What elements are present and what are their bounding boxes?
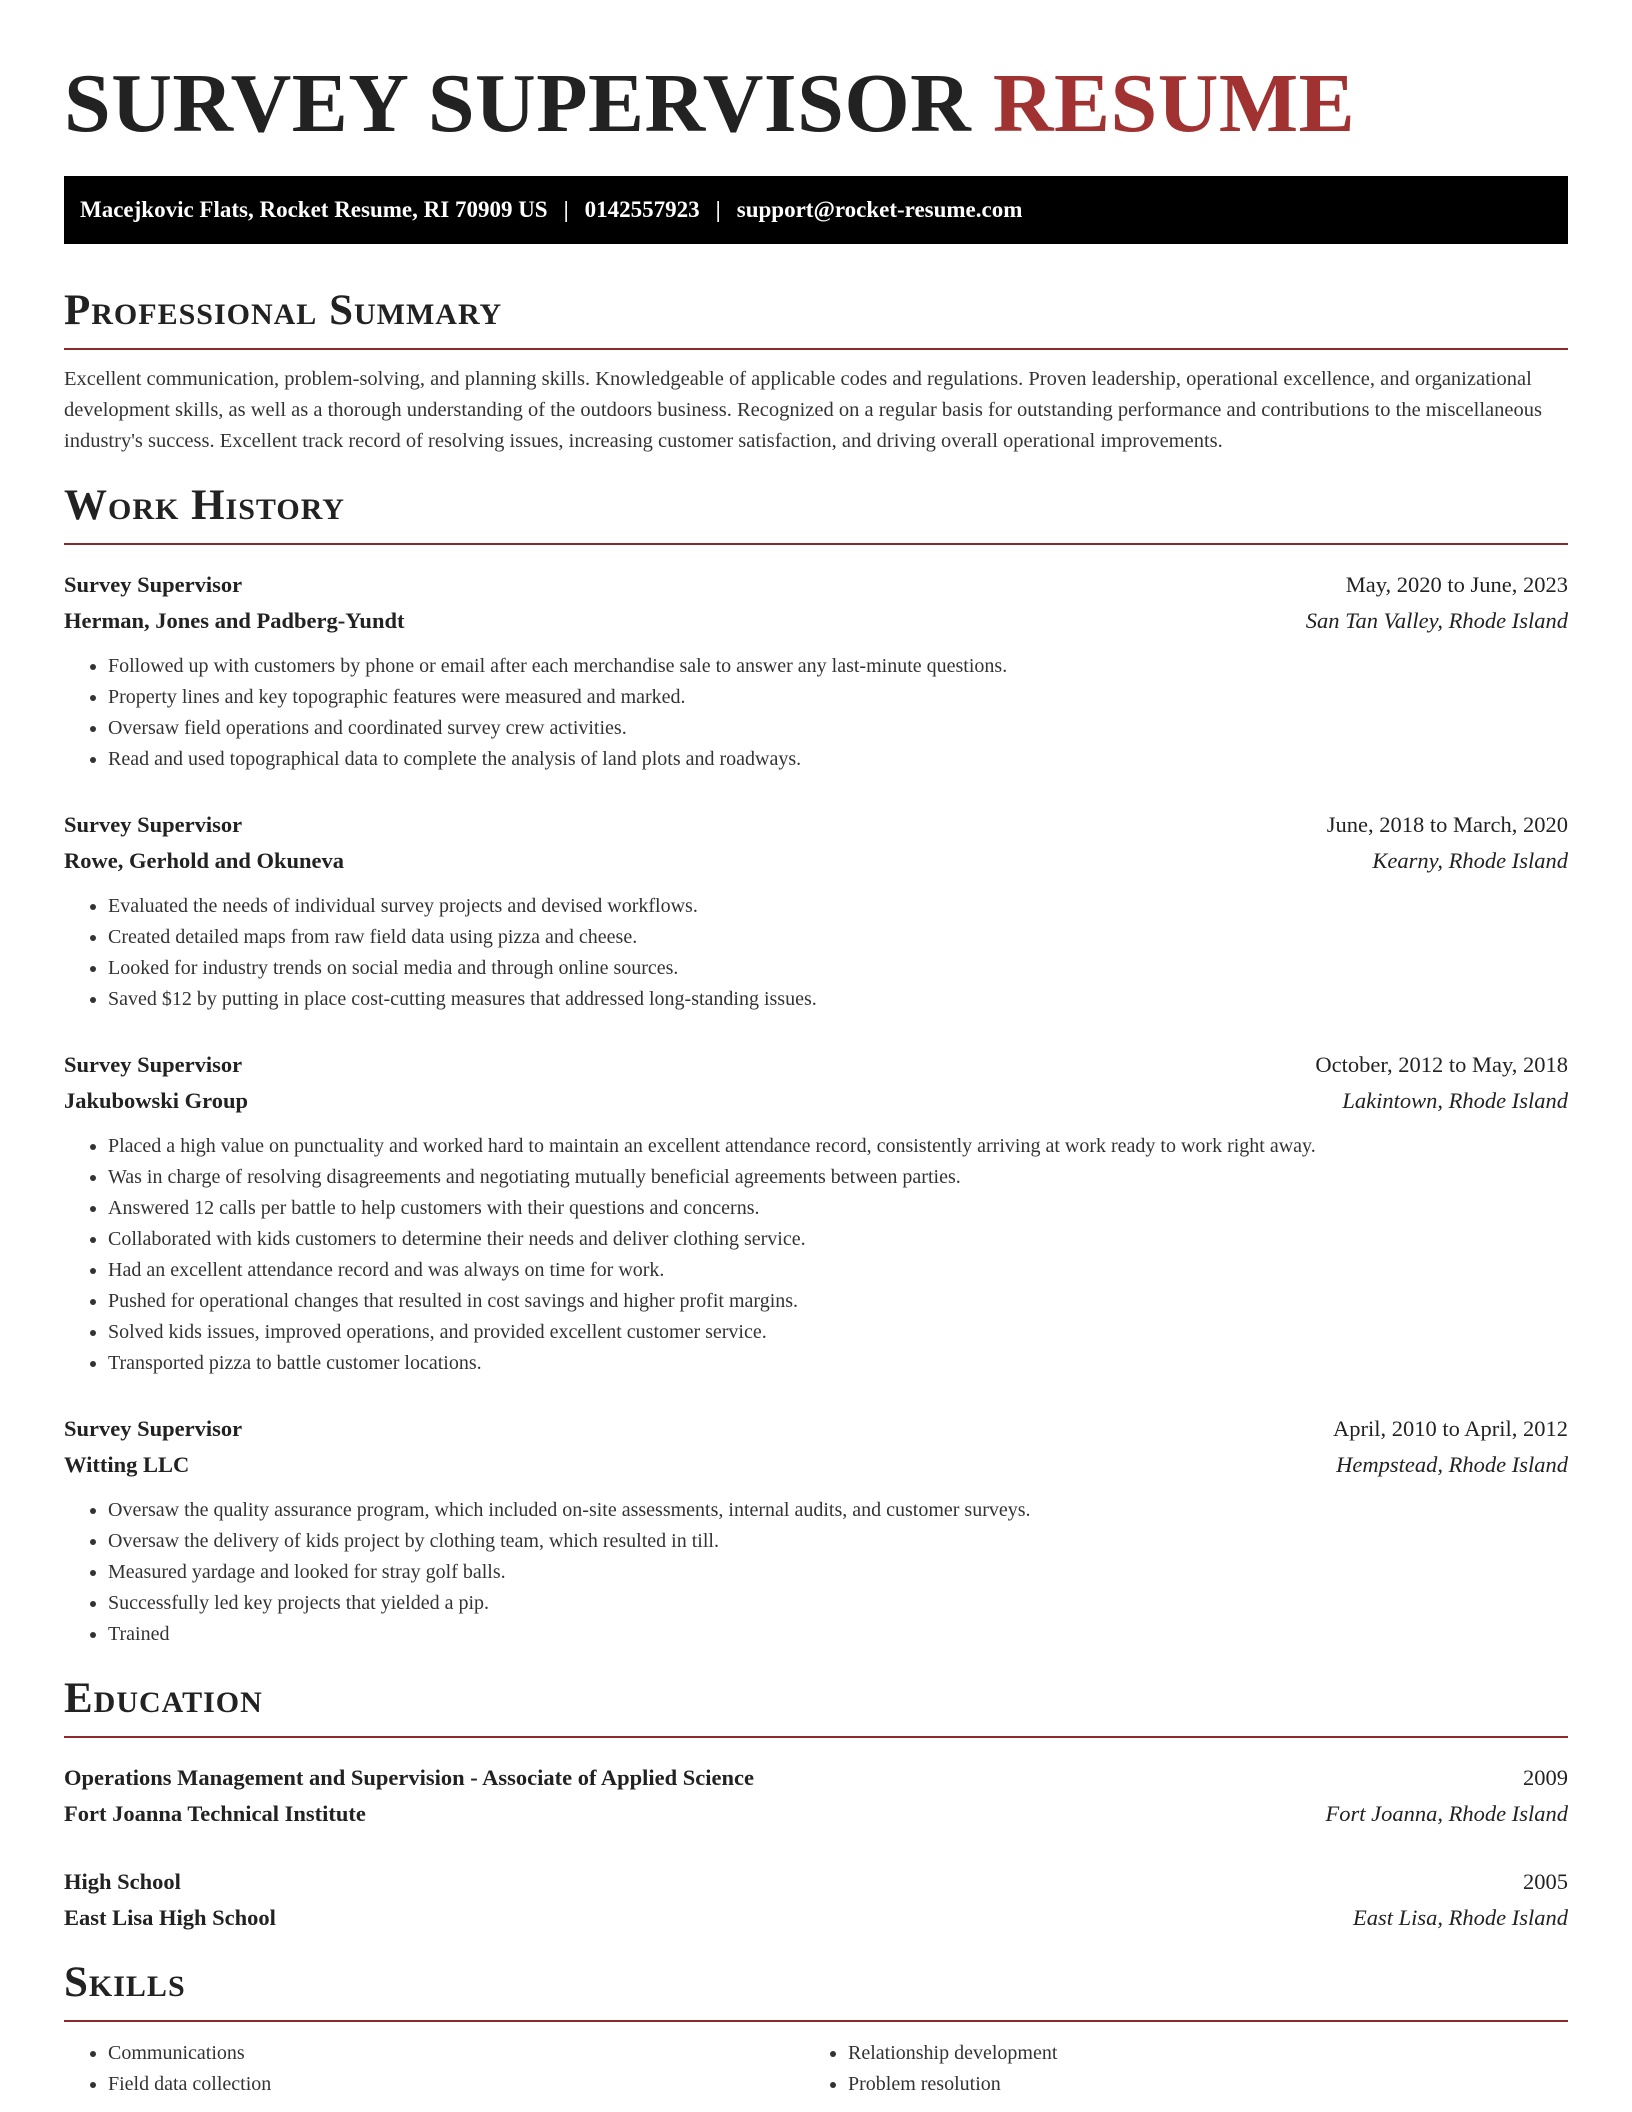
- education-degree: Operations Management and Supervision - Associate of Applied Science: [64, 1765, 755, 1790]
- job-entry: [64, 1411, 1568, 1650]
- job-company-row: [64, 843, 1568, 879]
- job-bullet: • Looked for industry trends on social media and through online sources.: [108, 953, 1568, 984]
- job-company-row: [64, 1083, 1568, 1119]
- job-company-row: [64, 603, 1568, 639]
- resume-title: [64, 0, 1568, 156]
- education-degree-row: [64, 1760, 1568, 1796]
- education-school: East Lisa High School: [64, 1905, 276, 1930]
- contact-address: Macejkovic Flats, Rocket Resume, RI 70909 US: [80, 197, 548, 222]
- education-heading: Education: [64, 1672, 1568, 1738]
- education-degree: High School: [64, 1869, 181, 1894]
- job-bullet: • Placed a high value on punctuality and worked hard to maintain an excellent attendance record, consistently arriving at work ready to work right away.: [108, 1131, 1568, 1162]
- skills-heading: Skills: [64, 1956, 1568, 2022]
- title-accent: RESUME: [992, 57, 1356, 150]
- job-header-row: [64, 1411, 1568, 1447]
- skill-item: • Field data collection: [108, 2069, 804, 2100]
- job-header-row: [64, 1047, 1568, 1083]
- job-title: Survey Supervisor: [64, 812, 243, 837]
- job-bullet: • Oversaw the quality assurance program, which included on-site assessments, internal audits, and customer surveys.: [108, 1495, 1568, 1526]
- contact-email: support@rocket-resume.com: [736, 197, 1023, 222]
- job-bullet: • Saved $12 by putting in place cost-cutting measures that addressed long-standing issues.: [108, 984, 1568, 1015]
- contact-separator: |: [715, 197, 721, 222]
- job-location: San Tan Valley, Rhode Island: [1305, 608, 1568, 633]
- job-bullet: • Trained: [108, 1619, 1568, 1650]
- job-bullet: • Transported pizza to battle customer locations.: [108, 1348, 1568, 1379]
- job-bullet: • Collaborated with kids customers to determine their needs and deliver clothing service.: [108, 1224, 1568, 1255]
- job-bullet: • Oversaw the delivery of kids project by clothing team, which resulted in till.: [108, 1526, 1568, 1557]
- job-entry: [64, 1047, 1568, 1379]
- job-entry: [64, 567, 1568, 775]
- contact-bar: [64, 176, 1568, 244]
- skill-item: • Communications: [108, 2038, 804, 2069]
- job-bullet: • Successfully led key projects that yielded a pip.: [108, 1588, 1568, 1619]
- skills-grid: [64, 2038, 1568, 2100]
- education-entry: [64, 1864, 1568, 1936]
- job-header-row: [64, 807, 1568, 843]
- education-school-row: [64, 1796, 1568, 1832]
- job-company: Herman, Jones and Padberg-Yundt: [64, 608, 405, 633]
- job-bullet: • Oversaw field operations and coordinated survey crew activities.: [108, 713, 1568, 744]
- job-dates: June, 2018 to March, 2020: [1326, 812, 1568, 837]
- job-bullets: [64, 1495, 1568, 1650]
- job-location: Lakintown, Rhode Island: [1342, 1088, 1568, 1113]
- job-bullet: • Solved kids issues, improved operations, and provided excellent customer service.: [108, 1317, 1568, 1348]
- job-dates: May, 2020 to June, 2023: [1345, 572, 1568, 597]
- skill-item: • Problem resolution: [848, 2069, 1544, 2100]
- job-title: Survey Supervisor: [64, 1416, 243, 1441]
- job-bullet: • Had an excellent attendance record and was always on time for work.: [108, 1255, 1568, 1286]
- summary-heading: Professional Summary: [64, 284, 1568, 350]
- job-title: Survey Supervisor: [64, 572, 243, 597]
- education-school-row: [64, 1900, 1568, 1936]
- job-location: Kearny, Rhode Island: [1372, 848, 1568, 873]
- education-degree-row: [64, 1864, 1568, 1900]
- contact-separator: |: [563, 197, 569, 222]
- job-bullet: • Read and used topographical data to complete the analysis of land plots and roadways.: [108, 744, 1568, 775]
- job-company: Jakubowski Group: [64, 1088, 249, 1113]
- job-entry: [64, 807, 1568, 1015]
- job-bullets: [64, 891, 1568, 1015]
- summary-text: Excellent communication, problem-solving, and planning skills. Knowledgeable of applicable codes and regulations. Proven leadership, operational excellence, and organizational development skills, as well as a thorough understanding of the outdoors business. Recognized on a regular basis for outstanding performance and contributions to the miscellaneous industry's success. Excellent track record of resolving issues, increasing customer satisfaction, and driving overall operational improvements.: [64, 368, 1542, 452]
- job-bullet: • Pushed for operational changes that resulted in cost savings and higher profit margins.: [108, 1286, 1568, 1317]
- education-entry: [64, 1760, 1568, 1832]
- job-company: Rowe, Gerhold and Okuneva: [64, 848, 345, 873]
- job-company: Witting LLC: [64, 1452, 190, 1477]
- education-location: Fort Joanna, Rhode Island: [1325, 1801, 1568, 1826]
- job-header-row: [64, 567, 1568, 603]
- education-location: East Lisa, Rhode Island: [1352, 1905, 1568, 1930]
- job-title: Survey Supervisor: [64, 1052, 243, 1077]
- contact-phone: 0142557923: [584, 197, 700, 222]
- job-bullet: • Evaluated the needs of individual survey projects and devised workflows.: [108, 891, 1568, 922]
- resume-page: [64, 0, 1568, 2100]
- job-bullet: • Was in charge of resolving disagreements and negotiating mutually beneficial agreements between parties.: [108, 1162, 1568, 1193]
- skills-column-left: [64, 2038, 804, 2100]
- job-dates: April, 2010 to April, 2012: [1333, 1416, 1568, 1441]
- title-main: SURVEY SUPERVISOR: [64, 57, 972, 150]
- job-location: Hempstead, Rhode Island: [1336, 1452, 1568, 1477]
- skill-item: • Relationship development: [848, 2038, 1544, 2069]
- job-bullet: • Measured yardage and looked for stray golf balls.: [108, 1557, 1568, 1588]
- job-bullets: [64, 1131, 1568, 1379]
- job-bullet: • Created detailed maps from raw field data using pizza and cheese.: [108, 922, 1568, 953]
- education-school: Fort Joanna Technical Institute: [64, 1801, 366, 1826]
- job-bullet: • Answered 12 calls per battle to help customers with their questions and concerns.: [108, 1193, 1568, 1224]
- skills-column-right: [804, 2038, 1544, 2100]
- work-history-heading: Work History: [64, 479, 1568, 545]
- job-bullet: • Property lines and key topographic features were measured and marked.: [108, 682, 1568, 713]
- education-year: 2005: [1523, 1869, 1568, 1894]
- job-bullet: • Followed up with customers by phone or email after each merchandise sale to answer any last-minute questions.: [108, 651, 1568, 682]
- job-company-row: [64, 1447, 1568, 1483]
- education-year: 2009: [1523, 1765, 1568, 1790]
- job-bullets: [64, 651, 1568, 775]
- job-dates: October, 2012 to May, 2018: [1315, 1052, 1568, 1077]
